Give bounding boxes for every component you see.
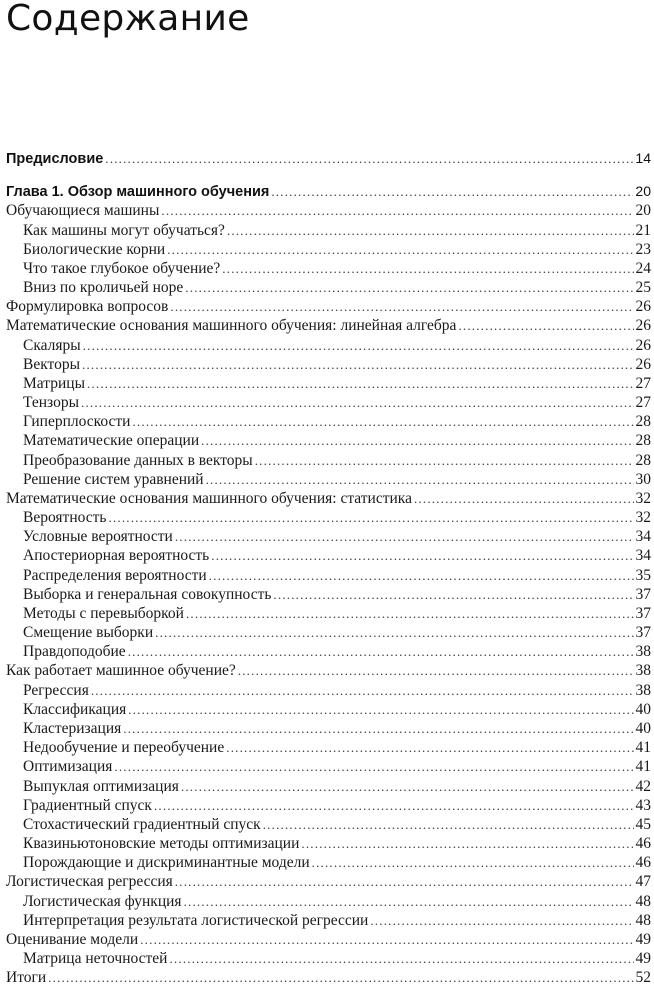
table-of-contents <box>6 149 651 987</box>
toc-section-entry[interactable] <box>6 201 651 220</box>
dot-leader <box>201 431 633 450</box>
toc-entry-label: Оптимизация <box>23 758 113 776</box>
toc-subsection-entry[interactable] <box>6 892 651 911</box>
toc-entry-label: Стохастический градиентный спуск <box>23 815 261 833</box>
toc-entry-label: Матрицы <box>23 374 85 392</box>
toc-page-number: 48 <box>635 892 651 910</box>
toc-entry-label: Условные вероятности <box>23 528 173 546</box>
toc-page-number: 40 <box>635 700 651 718</box>
toc-entry-label: Интерпретация результата логистической регрессии <box>23 911 369 929</box>
toc-entry-label: Недообучение и переобучение <box>23 739 225 757</box>
dot-leader <box>370 911 633 930</box>
toc-subsection-entry[interactable] <box>6 834 651 853</box>
toc-entry-label: Логистическая функция <box>23 892 182 910</box>
dot-leader <box>273 585 633 604</box>
toc-page-number: 40 <box>635 719 651 737</box>
dot-leader <box>222 259 633 278</box>
toc-page-number: 30 <box>635 470 651 488</box>
toc-page-number: 28 <box>635 451 651 469</box>
toc-page-number: 27 <box>635 394 651 412</box>
toc-section-entry[interactable] <box>6 661 651 680</box>
dot-leader <box>175 872 634 891</box>
dot-leader <box>312 853 634 872</box>
toc-page-number: 34 <box>635 547 651 565</box>
toc-entry-label: Выборка и генеральная совокупность <box>23 585 272 603</box>
toc-chapter-entry[interactable] <box>6 149 651 168</box>
dot-leader <box>211 546 633 565</box>
toc-subsection-entry[interactable] <box>6 336 651 355</box>
toc-entry-label: Выпуклая оптимизация <box>23 777 179 795</box>
toc-subsection-entry[interactable] <box>6 853 651 872</box>
toc-entry-label: Апостериорная вероятность <box>23 547 210 565</box>
toc-page-number: 26 <box>635 317 651 335</box>
toc-page-number: 37 <box>635 604 651 622</box>
toc-page-number: 46 <box>635 835 651 853</box>
toc-page-number: 42 <box>635 777 651 795</box>
toc-page-number: 41 <box>635 758 651 776</box>
toc-subsection-entry[interactable] <box>6 527 651 546</box>
toc-gap <box>6 168 651 182</box>
toc-page-number: 23 <box>635 240 651 258</box>
toc-page-number: 48 <box>635 911 651 929</box>
toc-subsection-entry[interactable] <box>6 815 651 834</box>
toc-page-number: 46 <box>635 854 651 872</box>
toc-page-number: 25 <box>635 279 651 297</box>
toc-entry-label: Как машины могут обучаться? <box>23 221 225 239</box>
dot-leader <box>169 949 633 968</box>
toc-entry-label: Вероятность <box>23 509 107 527</box>
dot-leader <box>105 149 633 168</box>
toc-section-entry[interactable] <box>6 872 651 891</box>
toc-page-number: 20 <box>635 202 651 220</box>
toc-section-entry[interactable] <box>6 968 651 987</box>
toc-subsection-entry[interactable] <box>6 259 651 278</box>
toc-entry-label: Градиентный спуск <box>23 796 152 814</box>
toc-subsection-entry[interactable] <box>6 412 651 431</box>
toc-page-number: 26 <box>635 336 651 354</box>
toc-entry-label: Квазиньютоновские методы оптимизации <box>23 835 300 853</box>
dot-leader <box>108 508 633 527</box>
dot-leader <box>128 642 634 661</box>
toc-subsection-entry[interactable] <box>6 374 651 393</box>
toc-subsection-entry[interactable] <box>6 240 651 259</box>
toc-entry-label: Кластеризация <box>23 719 122 737</box>
toc-page-number: 32 <box>635 509 651 527</box>
toc-entry-label: Решение систем уравнений <box>23 470 204 488</box>
toc-subsection-entry[interactable] <box>6 470 651 489</box>
toc-entry-label: Правдоподобие <box>23 643 126 661</box>
toc-entry-label: Матрица неточностей <box>23 950 168 968</box>
dot-leader <box>91 681 634 700</box>
toc-entry-label: Предисловие <box>6 151 104 167</box>
toc-subsection-entry[interactable] <box>6 278 651 297</box>
toc-subsection-entry[interactable] <box>6 642 651 661</box>
dot-leader <box>181 777 634 796</box>
toc-subsection-entry[interactable] <box>6 719 651 738</box>
toc-page-number: 32 <box>635 489 651 507</box>
dot-leader <box>414 489 634 508</box>
toc-page-number: 49 <box>635 930 651 948</box>
dot-leader <box>155 623 633 642</box>
toc-entry-label: Математические основания машинного обучения: линейная алгебра <box>6 317 457 335</box>
dot-leader <box>132 412 633 431</box>
toc-entry-label: Математические операции <box>23 432 200 450</box>
dot-leader <box>87 374 634 393</box>
toc-entry-label: Обучающиеся машины <box>6 202 160 220</box>
toc-page-number: 27 <box>635 374 651 392</box>
toc-entry-label: Распределения вероятности <box>23 566 207 584</box>
toc-entry-label: Формулировка вопросов <box>6 298 169 316</box>
dot-leader <box>83 336 634 355</box>
dot-leader <box>123 719 633 738</box>
dot-leader <box>458 316 633 335</box>
toc-subsection-entry[interactable] <box>6 431 651 450</box>
toc-entry-label: Методы с перевыборкой <box>23 604 184 622</box>
dot-leader <box>255 451 634 470</box>
toc-subsection-entry[interactable] <box>6 221 651 240</box>
toc-page-number: 47 <box>635 873 651 891</box>
toc-page-number: 45 <box>635 815 651 833</box>
toc-page-number: 35 <box>635 566 651 584</box>
toc-entry-label: Логистическая регрессия <box>6 873 173 891</box>
dot-leader <box>238 661 634 680</box>
toc-subsection-entry[interactable] <box>6 623 651 642</box>
toc-entry-label: Порождающие и дискриминантные модели <box>23 854 310 872</box>
dot-leader <box>114 757 633 776</box>
toc-page-number: 14 <box>635 150 651 166</box>
toc-chapter-entry[interactable] <box>6 182 651 201</box>
toc-subsection-entry[interactable] <box>6 738 651 757</box>
toc-entry-label: Итоги <box>6 969 47 987</box>
toc-entry-label: Вниз по кроличьей норе <box>23 279 184 297</box>
toc-page-number: 20 <box>635 183 651 200</box>
toc-page-number: 26 <box>635 355 651 373</box>
dot-leader <box>154 796 634 815</box>
toc-subsection-entry[interactable] <box>6 700 651 719</box>
dot-leader <box>186 604 634 623</box>
toc-section-entry[interactable] <box>6 297 651 316</box>
toc-subsection-entry[interactable] <box>6 777 651 796</box>
toc-page-number: 28 <box>635 413 651 431</box>
toc-subsection-entry[interactable] <box>6 546 651 565</box>
toc-subsection-entry[interactable] <box>6 949 651 968</box>
dot-leader <box>161 201 633 220</box>
toc-section-entry[interactable] <box>6 930 651 949</box>
toc-subsection-entry[interactable] <box>6 355 651 374</box>
toc-subsection-entry[interactable] <box>6 451 651 470</box>
toc-subsection-entry[interactable] <box>6 604 651 623</box>
toc-entry-label: Математические основания машинного обучения: статистика <box>6 489 412 507</box>
toc-subsection-entry[interactable] <box>6 681 651 700</box>
dot-leader <box>263 815 634 834</box>
dot-leader <box>81 393 634 412</box>
dot-leader <box>301 834 633 853</box>
toc-subsection-entry[interactable] <box>6 796 651 815</box>
dot-leader <box>271 182 633 201</box>
dot-leader <box>226 738 633 757</box>
toc-page-number: 26 <box>635 298 651 316</box>
toc-page-number: 37 <box>635 585 651 603</box>
toc-subsection-entry[interactable] <box>6 757 651 776</box>
toc-entry-label: Что такое глубокое обучение? <box>23 259 221 277</box>
toc-page-number: 52 <box>635 969 651 987</box>
dot-leader <box>48 968 633 987</box>
toc-entry-label: Тензоры <box>23 394 79 412</box>
toc-page-number: 28 <box>635 432 651 450</box>
dot-leader <box>170 297 633 316</box>
page-title: Содержание <box>6 0 250 39</box>
dot-leader <box>209 566 634 585</box>
dot-leader <box>82 355 633 374</box>
toc-page-number: 38 <box>635 662 651 680</box>
dot-leader <box>185 278 633 297</box>
toc-entry-label: Смещение выборки <box>23 624 154 642</box>
dot-leader <box>206 470 634 489</box>
toc-page-number: 24 <box>635 259 651 277</box>
toc-page-number: 34 <box>635 528 651 546</box>
toc-page-number: 43 <box>635 796 651 814</box>
toc-page-number: 49 <box>635 950 651 968</box>
toc-subsection-entry[interactable] <box>6 566 651 585</box>
toc-entry-label: Гиперплоскости <box>23 413 131 431</box>
dot-leader <box>128 700 633 719</box>
dot-leader <box>227 221 634 240</box>
dot-leader <box>167 240 633 259</box>
toc-entry-label: Классификация <box>23 700 127 718</box>
toc-entry-label: Биологические корни <box>23 240 166 258</box>
toc-entry-label: Преобразование данных в векторы <box>23 451 253 469</box>
toc-subsection-entry[interactable] <box>6 508 651 527</box>
toc-page-number: 38 <box>635 643 651 661</box>
toc-entry-label: Регрессия <box>23 681 89 699</box>
toc-section-entry[interactable] <box>6 489 651 508</box>
toc-entry-label: Как работает машинное обучение? <box>6 662 236 680</box>
toc-page-number: 41 <box>635 739 651 757</box>
dot-leader <box>140 930 633 949</box>
dot-leader <box>175 527 634 546</box>
toc-subsection-entry[interactable] <box>6 585 651 604</box>
toc-subsection-entry[interactable] <box>6 911 651 930</box>
toc-subsection-entry[interactable] <box>6 393 651 412</box>
toc-entry-label: Оценивание модели <box>6 930 139 948</box>
toc-entry-label: Скаляры <box>23 336 81 354</box>
toc-section-entry[interactable] <box>6 316 651 335</box>
toc-page-number: 37 <box>635 624 651 642</box>
toc-entry-label: Векторы <box>23 355 81 373</box>
dot-leader <box>184 892 634 911</box>
toc-page-number: 21 <box>635 221 651 239</box>
toc-page-number: 38 <box>635 681 651 699</box>
toc-entry-label: Глава 1. Обзор машинного обучения <box>6 184 270 201</box>
